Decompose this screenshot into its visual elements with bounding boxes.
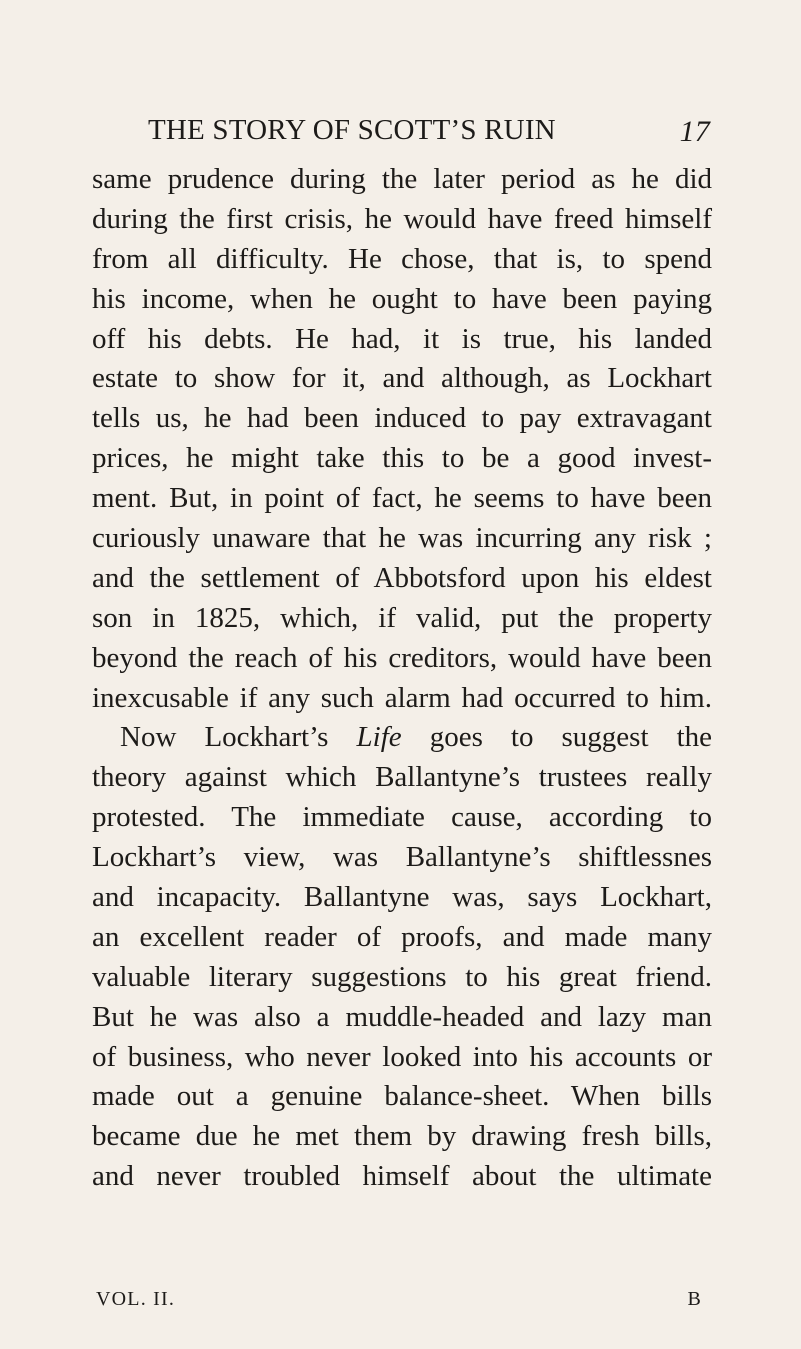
text-line: tells us, he had been induced to pay extravagant — [92, 402, 712, 435]
text-line: during the first crisis, he would have freed himself — [92, 202, 712, 235]
running-title: THE STORY OF SCOTT’S RUIN — [148, 114, 556, 146]
text-line: an excellent reader of proofs, and made many — [92, 920, 712, 953]
text-line: Lockhart’s view, was Ballantyne’s shiftlessnes — [92, 841, 712, 874]
running-head — [148, 114, 708, 154]
text-line: made out a genuine balance-sheet. When bills — [92, 1080, 712, 1113]
text-line: beyond the reach of his creditors, would have been — [92, 641, 712, 674]
text-line: from all difficulty. He chose, that is, to spend — [92, 242, 712, 275]
signature-mark: B — [687, 1288, 702, 1310]
text-line-italic — [92, 718, 712, 758]
text-line: valuable literary suggestions to his great friend. — [92, 960, 712, 993]
text-line: curiously unaware that he was incurring any risk ; — [92, 522, 712, 555]
text-line: But he was also a muddle-headed and lazy man — [92, 1000, 712, 1033]
text-line: and never troubled himself about the ultimate — [92, 1160, 712, 1193]
text-line: inexcusable if any such alarm had occurred to him. — [92, 681, 712, 714]
text-line: son in 1825, which, if valid, put the property — [92, 601, 712, 634]
page-number: 17 — [679, 115, 710, 148]
text-line: of business, who never looked into his accounts or — [92, 1040, 712, 1073]
text-line: his income, when he ought to have been paying — [92, 282, 712, 315]
text-line: protested. The immediate cause, according to — [92, 801, 712, 834]
text-line: estate to show for it, and although, as Lockhart — [92, 362, 712, 395]
text-line: off his debts. He had, it is true, his landed — [92, 322, 712, 355]
text-line: and incapacity. Ballantyne was, says Lockhart, — [92, 881, 712, 914]
text-line: same prudence during the later period as he did — [92, 163, 712, 195]
body-text — [92, 160, 712, 1197]
text-line: and the settlement of Abbotsford upon his eldest — [92, 561, 712, 594]
book-title-italic: Life — [356, 721, 402, 754]
text-line: theory against which Ballantyne’s trustees really — [92, 761, 712, 794]
text-line: prices, he might take this to be a good invest- — [92, 442, 712, 475]
text-line: became due he met them by drawing fresh bills, — [92, 1120, 712, 1153]
page-footer — [92, 1288, 712, 1318]
text-line: ment. But, in point of fact, he seems to have been — [92, 482, 712, 515]
text-segment: goes to suggest the — [401, 721, 712, 754]
text-segment: Now Lockhart’s — [120, 721, 357, 754]
volume-label: VOL. II. — [96, 1288, 176, 1310]
